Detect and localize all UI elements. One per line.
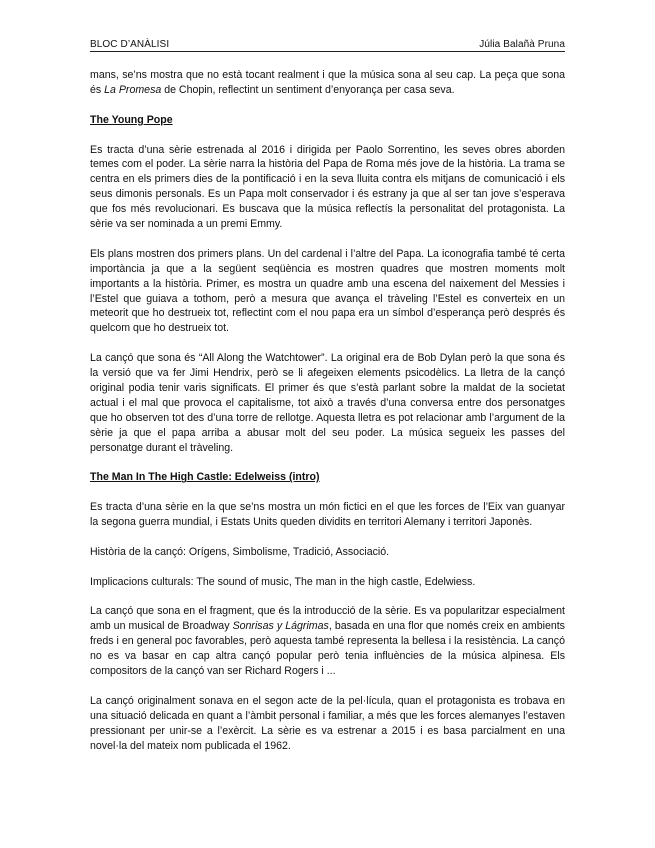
young-pope-paragraph-3: La cançó que sona és “All Along the Watchtower”. La original era de Bob Dylan però la que sona és la versió que va fer Jimi Hendrix, però se li afegeixen elements psicodèlics. La lletra de la cançó original podia tenir varis significats. El primer és que s’està parlant sobre la maldat de la societat actual i el mal que provoca el capitalisme, tot això a través d’una conversa entre dos personatges que ho observen tot des d’una torre de rellotge. Aquesta lletra es pot relacionar amb l’argument de la sèrie ja que el papa arriba a abusar molt del seu poder. La música segueix les passes del personatge durant el tràveling. [90, 352, 565, 454]
section-title-young-pope: The Young Pope [90, 113, 173, 126]
document-body [90, 68, 565, 768]
intro-text-after: de Chopin, reflectint un sentiment d’enyorança per casa seva. [161, 83, 455, 96]
header-author: Júlia Balañà Pruna [479, 39, 565, 50]
young-pope-paragraph-2: Els plans mostren dos primers plans. Un del cardenal i l’altre del Papa. La iconografia també té certa importància ja que a la següent seqüència es mostren quadres que mostren moments molt importants a la història. Primer, es mostra un quadre amb una escena del naixement del Messies i l’Estel que guiava a tothom, però a mesura que avança el tràveling l’Estel es converteix en un meteorit que ho destrueix tot, reflectint com el nou papa era un símbol d’esperança però després és quelcom que ho destrueix tot. [90, 247, 565, 335]
high-castle-paragraph-4 [90, 604, 565, 679]
section-title-high-castle: The Man In The High Castle: Edelweiss (intro) [90, 471, 320, 484]
header-section-label: BLOC D’ANÀLISI [90, 39, 170, 50]
p4-text-before: La cançó que sona en el fragment, que és la introducció de la sèrie. Es va popularitzar especialment amb un musical de Broadway [90, 605, 565, 633]
p4-italic-title: Sonrisas y Lágrimas [232, 620, 329, 633]
page-header [90, 39, 565, 52]
high-castle-paragraph-1: Es tracta d’una sèrie en la que se’ns mostra un món fictici en el que les forces de l’Eix van guanyar la segona guerra mundial, i Estats Units queden dividits en territori Alemany i territori Japonès. [90, 501, 565, 529]
p4-text-after: , basada en una flor que només creix en ambients freds i en general poc favorables, però aquesta també representa la bellesa i la resistència. La cançó no es va basar en cap altra cançó popular però tenia influències de la música alpinesa. Els compositors de la cançó van ser Richard Rogers i ... [90, 620, 565, 678]
intro-text-before: mans, se’ns mostra que no està tocant realment i que la música sona al seu cap. La peça que sona és [90, 69, 565, 96]
high-castle-paragraph-2: Història de la cançó: Orígens, Simbolisme, Tradició, Associació. [90, 545, 390, 558]
high-castle-paragraph-3: Implicacions culturals: The sound of music, The man in the high castle, Edelwiess. [90, 575, 476, 588]
intro-paragraph [90, 68, 565, 98]
high-castle-paragraph-5: La cançó originalment sonava en el segon acte de la pel·lícula, quan el protagonista es trobava en una situació delicada en quant a l’àmbit personal i familiar, a més que les forces alemanyes l’estaven pressionant per unir-se a l’exèrcit. La sèrie es va estrenar a 2015 i es basa parcialment en una novel·la del mateix nom publicada el 1962. [90, 694, 565, 752]
young-pope-paragraph-1: Es tracta d’una sèrie estrenada al 2016 i dirigida per Paolo Sorrentino, les seves obres aborden temes com el poder. La sèrie narra la història del Papa de Roma més jove de la història. La trama se centra en els primers dies de la pontificació i en la seva lluita contra els mitjans de comunicació i els seus dimonis personals. Es un Papa molt conservador i és estrany ja que al ser tan jove s’esperava que fos més revolucionari. Es buscava que la música reflectís la personalitat del protagonista. La sèrie va ser nominada a un premi Emmy. [90, 143, 565, 231]
intro-italic-title: La Promesa [104, 83, 162, 96]
